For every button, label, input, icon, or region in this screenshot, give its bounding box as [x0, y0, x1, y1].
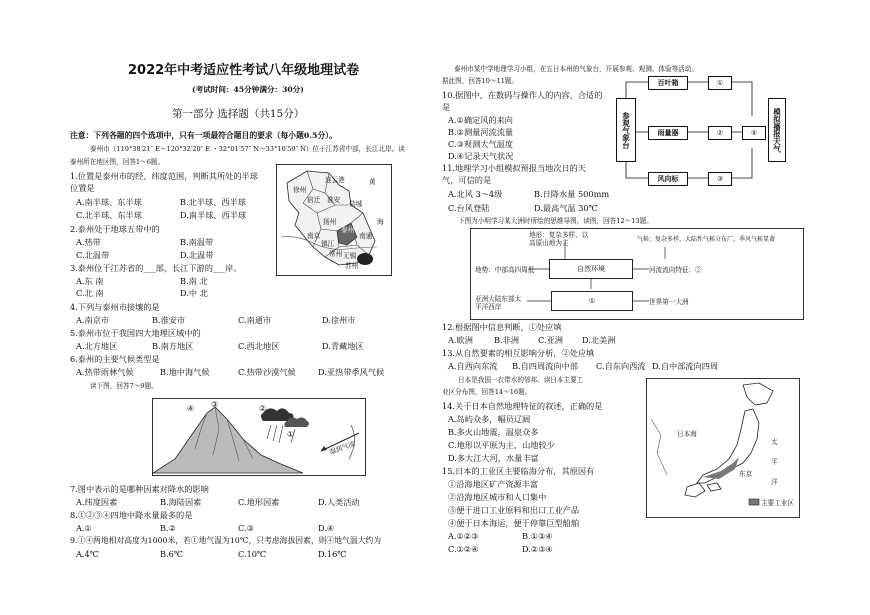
flow-slot-2: ②: [708, 126, 732, 140]
label-tokyo: 东京: [739, 470, 753, 478]
q5-option-a: A.北方地区: [76, 341, 118, 351]
exam-title: 2022年中考适应性考试八年级地理试卷: [128, 63, 360, 78]
q1-option-a: A.南半球、东半球: [76, 197, 142, 207]
question-2: 2.泰州处于地球五带中的: [70, 224, 160, 234]
q15-statement-2: ②沿海地区城市和人口集中: [448, 492, 547, 502]
japan-map-drawing: [647, 379, 799, 517]
q14-option-d: D.多大江大河，水量丰富: [448, 453, 539, 463]
mind-climate: 气候：复杂多样，大陆性气候分布广，季风气候显著: [637, 236, 776, 243]
q8-option-c: C.③: [238, 523, 254, 533]
q9-option-b: B.6℃: [160, 549, 183, 559]
map-label-nantong: 南通: [359, 232, 373, 240]
map-label-wuxi: 无锡: [343, 252, 357, 260]
map-label-yangzhou: 扬州: [323, 218, 337, 226]
flow-box-baiyexiang: 百叶箱: [648, 76, 688, 90]
q3-option-d: D.中 北: [180, 288, 208, 298]
q9-option-c: C.10℃: [238, 549, 267, 559]
notice: 注意：下列各题的四个选项中，只有一项最符合题目的要求（每小题0.5分）。: [70, 131, 337, 140]
q11-option-d: D.最高气温 30℃: [534, 203, 598, 213]
flow-slot-3: ③: [708, 172, 732, 186]
q9-option-d: D.16℃: [318, 549, 347, 559]
question-8: 8.①②③④四地中降水量最多的是: [70, 510, 193, 520]
q4-option-c: C.南通市: [238, 315, 272, 325]
legend-industrial: 主要工业区: [761, 499, 794, 507]
q7-option-c: C.地形因素: [238, 497, 280, 507]
question-9: 9.①④两地相对高度为1000米，若①地气温为10℃，只考虑海拔因素，则④地气温大约为: [70, 536, 382, 545]
question-5: 5.泰州市位于我国四大地理区域中的: [70, 328, 201, 338]
q15-statement-4: ④便于日本海运，便于停靠巨型船舶: [448, 518, 580, 528]
question-10b: 是: [442, 102, 451, 112]
map-label-suzhou: 苏州: [345, 262, 359, 270]
question-7: 7.图中表示的是哪种因素对降水的影响: [70, 484, 209, 494]
label-tai: 太: [771, 438, 778, 446]
question-11b: 气，可信的是: [442, 175, 492, 185]
intro-2: 读下图，回答7～9题。: [90, 382, 158, 390]
q13-option-b: B.自四周流向中部: [512, 361, 578, 371]
right-intro-1: 泰州市某中学地理学习小组，在五日本州的气象台，开展参观、观测、体验等活动。: [454, 65, 698, 73]
q10-option-c: C.③观测大气温度: [448, 139, 514, 149]
question-13: 13.从自然要素的相互影响分析，②处应填: [442, 348, 595, 358]
question-12: 12.根据图中信息判断，①处应填: [442, 322, 562, 332]
q4-option-a: A.南京市: [76, 315, 110, 325]
exam-info: (考试时间：45分钟满分：30分): [192, 85, 304, 94]
section-heading: 第一部分 选择题（共15分）: [172, 108, 305, 120]
q14-option-a: A.岛屿众多，幅员辽阔: [448, 414, 531, 424]
q6-option-a: A.热带雨林气候: [76, 367, 134, 377]
q5-option-c: C.西北地区: [238, 341, 280, 351]
map-label-huang: 黄: [369, 178, 376, 186]
q1-option-d: D.南半球、西半球: [180, 210, 247, 220]
right-intro-3: 下图为小明学习某大洲时所绘的思维导图，读图，回答12～13题。: [458, 217, 653, 225]
mountain-point-4: ④: [187, 403, 195, 413]
q15-option-b: B.①③④: [522, 531, 553, 541]
map-label-hai: 海: [377, 218, 384, 226]
mind-world: 世界第一大洲: [649, 298, 689, 306]
q10-option-d: D.④记录天气状况: [448, 151, 514, 161]
q6-option-d: D.亚热带季风气候: [318, 367, 385, 377]
map-label-yancheng: 盐城: [349, 200, 363, 208]
japan-map: [646, 378, 800, 518]
q15-statement-1: ①沿海地区矿产资源丰富: [448, 479, 539, 489]
map-label-changzhou: 常州: [329, 250, 343, 258]
q10-option-b: B.②测量河流流量: [448, 127, 514, 137]
q2-option-d: D.北温带: [180, 250, 214, 260]
flow-box-yuliangqi: 雨量器: [648, 126, 688, 140]
q15-option-c: C.①②④: [448, 544, 479, 554]
flow-slot-4: ④: [742, 126, 766, 140]
q14-option-b: B.多火山地震，温泉众多: [448, 427, 539, 437]
q7-option-d: D.人类活动: [318, 497, 360, 507]
right-intro-4: 日本是我国一衣带水的邻邦。读日本主要工: [458, 376, 584, 384]
q9-option-a: A.4℃: [76, 549, 99, 559]
mind-flow: 河流流向特征：②: [649, 266, 702, 274]
q5-option-d: D.青藏地区: [322, 341, 364, 351]
jiangsu-map: [276, 164, 392, 276]
q12-option-c: C.亚洲: [538, 335, 563, 345]
mountain-figure: [152, 398, 366, 476]
q3-option-a: A.东 南: [76, 276, 104, 286]
q11-option-c: C.台风登陆: [448, 203, 490, 213]
question-15: 15.日本的工业区主要临海分布，其原因有: [442, 466, 595, 476]
q6-option-b: B.地中海气候: [160, 367, 210, 377]
map-label-nanjing: 南京: [307, 232, 321, 240]
q12-option-d: D.北美洲: [582, 335, 616, 345]
q4-option-b: B.淮安市: [152, 315, 186, 325]
q13-option-d: D.自中部流向四周: [652, 361, 719, 371]
map-label-huaian: 淮安: [327, 196, 341, 204]
q14-option-c: C.地形以平原为主，山地较少: [448, 440, 555, 450]
mind-rivers: 地势：中部高四周低: [475, 266, 535, 274]
question-1b: 位置是: [70, 183, 95, 193]
question-1: 1.位置是泰州市的经、纬度范围，判断其所处的半球: [70, 171, 258, 181]
q2-option-c: C.北温带: [76, 250, 110, 260]
q11-option-b: B.日降水量 500mm: [534, 189, 610, 199]
mind-blank-1: ①: [551, 291, 633, 311]
label-sea-of-japan: 日本海: [677, 430, 697, 438]
mountain-point-1: ①: [287, 429, 295, 439]
q15-statement-3: ③便于进口工业原料和出口工业产品: [448, 505, 580, 515]
q4-option-d: D.徐州市: [322, 315, 356, 325]
right-intro-2: 据此图，回答10～11题。: [442, 77, 519, 85]
label-ping: 平: [771, 458, 778, 466]
q8-option-a: A.①: [76, 523, 92, 533]
map-label-taizhou: 泰州: [341, 226, 355, 234]
q1-option-c: C.北半球、东半球: [76, 210, 142, 220]
map-label-lianyungang: 连云港: [325, 176, 345, 184]
map-label-suqian: 宿迁: [307, 196, 321, 204]
q3-option-c: C.北 南: [76, 288, 104, 298]
q7-option-b: B.海陆因素: [160, 497, 202, 507]
q7-option-a: A.纬度因素: [76, 497, 118, 507]
mountain-point-2: ②: [259, 403, 267, 413]
right-intro-4b: 业区分布图，回答14～16题。: [442, 388, 532, 396]
q12-option-a: A.欧洲: [448, 335, 473, 345]
q6-option-c: C.热带沙漠气候: [238, 367, 296, 377]
intro-1: 泰州市（119°38′21″ E～120°32′20″ E ・32°01′57″ N～33°10′59″ N）位于江苏省中部，长江北岸。读: [90, 145, 405, 153]
q15-option-a: A.①②③: [448, 531, 479, 541]
flow-simulate: 模拟播报天气: [768, 98, 786, 162]
mind-terrain: 地形：复杂多样，以高原山地为主: [529, 231, 589, 247]
question-3: 3.泰州位于江苏省的___部，长江下游的___岸。: [70, 263, 242, 273]
question-10: 10.据图中，在数码与操作人的内容，合适的: [442, 90, 603, 100]
q2-option-a: A.热带: [76, 237, 101, 247]
flow-box-fengxiangbiao: 风向标: [648, 172, 688, 186]
q1-option-b: B.北半球、西半球: [180, 197, 246, 207]
intro-1b: 泰州所在地区图，回答1～6题。: [70, 158, 165, 166]
q12-option-b: B.非洲: [494, 335, 519, 345]
mountain-point-3: ③: [211, 399, 219, 409]
mind-neighbor: 亚洲大陆东部太平洋西岸: [475, 295, 522, 311]
map-label-zhenjiang: 镇江: [321, 240, 335, 248]
flow-main: 参观气象台: [616, 98, 636, 162]
label-yang: 洋: [771, 478, 778, 486]
wind-label: 湿润气流: [328, 439, 356, 457]
question-14: 14.关于日本自然地理特征的叙述，正确的是: [442, 401, 603, 411]
q8-option-b: B.②: [160, 523, 176, 533]
q11-option-a: A.北风 3～4级: [448, 189, 503, 199]
q13-option-a: A.自西向东流: [448, 361, 498, 371]
q2-option-b: B.南温带: [180, 237, 214, 247]
question-4: 4.下列与泰州市接壤的是: [70, 302, 160, 312]
q13-option-c: C.自东向西流: [596, 361, 646, 371]
q15-option-d: D.②③④: [522, 544, 553, 554]
flow-slot-1: ①: [708, 76, 732, 90]
q8-option-d: D.④: [318, 523, 335, 533]
q10-option-a: A.①确定风的来向: [448, 115, 513, 125]
question-6: 6.泰州的主要气候类型是: [70, 354, 160, 364]
mind-map: [470, 228, 804, 320]
q5-option-b: B.南方地区: [152, 341, 194, 351]
q3-option-b: B.南 北: [180, 276, 208, 286]
map-label-xuzhou: 徐州: [293, 186, 307, 194]
question-11: 11.地理学习小组模拟预报当地次日的天: [442, 163, 587, 173]
mind-center: 自然环境: [549, 259, 633, 279]
